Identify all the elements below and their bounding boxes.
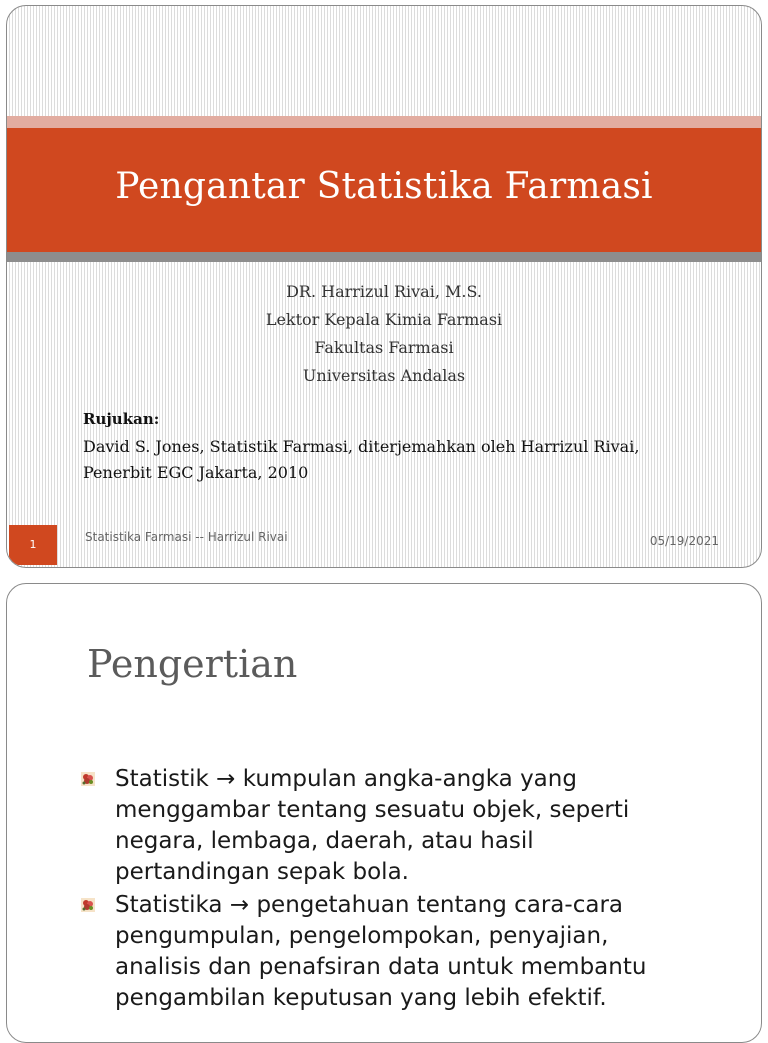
bullet-text: analisis dan penafsiran data untuk membantu — [115, 954, 647, 980]
accent-strip-top — [7, 116, 761, 128]
author-name: DR. Harrizul Rivai, M.S. — [286, 282, 482, 301]
footer-text: Statistika Farmasi -- Harrizul Rivai — [85, 530, 288, 544]
reference-block — [83, 406, 741, 486]
bullet-term: Statistik — [115, 766, 209, 792]
bullet-list — [69, 764, 741, 1016]
author-block — [7, 278, 761, 390]
bullet-text: menggambar tentang sesuatu objek, seperti — [115, 797, 630, 823]
slide-number-badge: 1 — [9, 525, 57, 565]
author-university: Universitas Andalas — [302, 366, 466, 385]
slide-heading: Pengertian — [87, 642, 298, 686]
slide-2 — [6, 583, 762, 1043]
bullet-term: Statistika — [115, 892, 223, 918]
flower-bullet-icon — [81, 772, 95, 786]
slide-1 — [6, 5, 762, 568]
reference-heading: Rujukan: — [83, 410, 160, 428]
slide-title: Pengantar Statistika Farmasi — [115, 166, 653, 207]
bullet-text: negara, lembaga, daerah, atau hasil — [115, 828, 534, 854]
author-position: Lektor Kepala Kimia Farmasi — [265, 310, 503, 329]
bullet-text: pengambilan keputusan yang lebih efektif. — [115, 985, 607, 1011]
bullet-line-1 — [115, 890, 741, 921]
bullet-item — [69, 764, 741, 888]
bullet-text: pertandingan sepak bola. — [115, 859, 409, 885]
author-faculty: Fakultas Farmasi — [314, 338, 454, 357]
reference-line: Penerbit EGC Jakarta, 2010 — [83, 463, 309, 482]
accent-strip-bottom — [7, 252, 761, 262]
reference-line: David S. Jones, Statistik Farmasi, diterjemahkan oleh Harrizul Rivai, — [83, 437, 640, 456]
bullet-line-1 — [115, 764, 741, 795]
bullet-text: kumpulan angka-angka yang — [242, 766, 577, 792]
right-arrow-icon: → — [216, 766, 236, 792]
bullet-item — [69, 890, 741, 1014]
right-arrow-icon: → — [229, 892, 250, 918]
bullet-text: pengumpulan, pengelompokan, penyajian, — [115, 923, 609, 949]
bullet-text: pengetahuan tentang cara-cara — [256, 892, 623, 918]
footer-date: 05/19/2021 — [649, 534, 719, 548]
flower-bullet-icon — [81, 898, 95, 912]
